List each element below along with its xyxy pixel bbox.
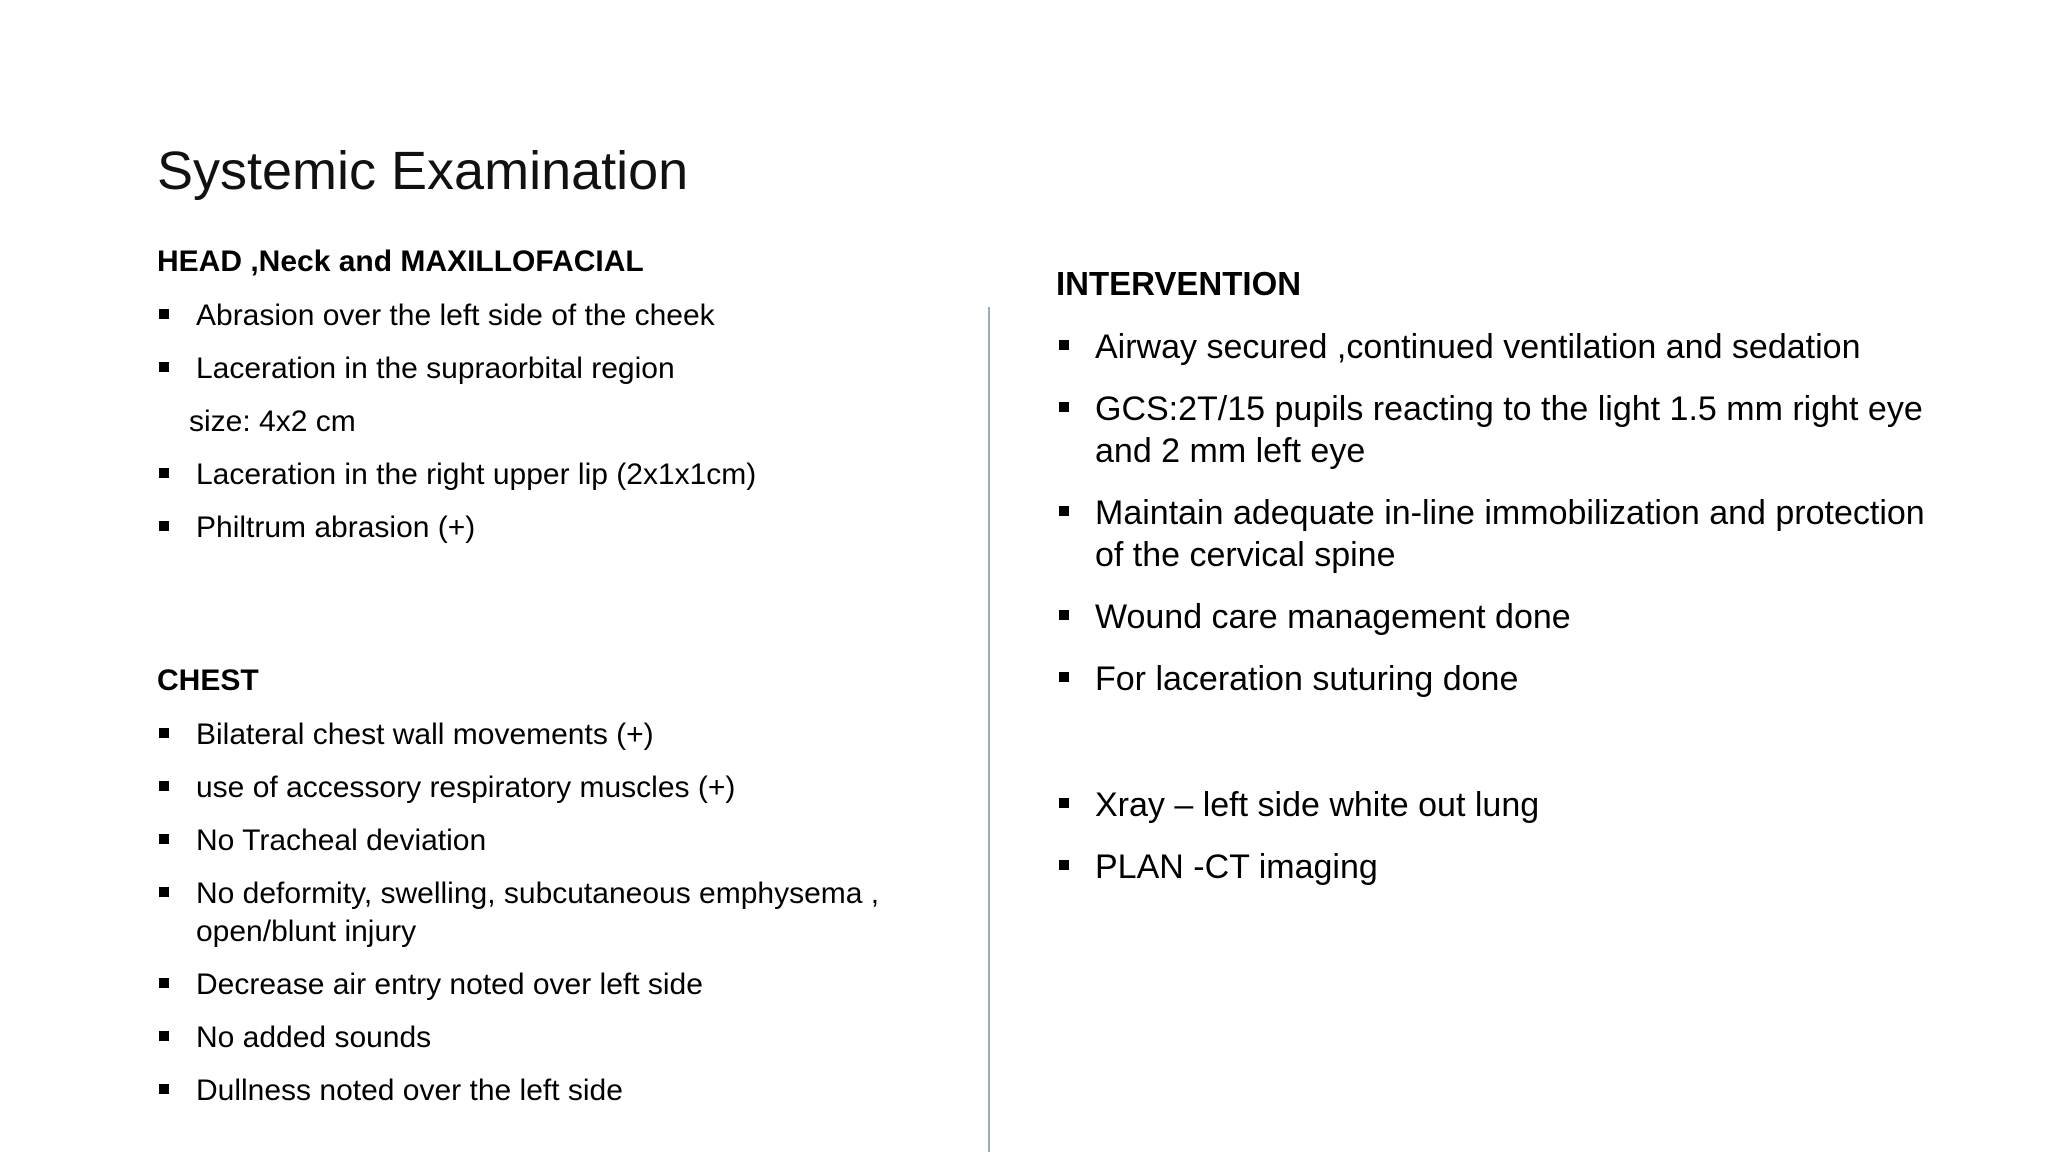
- list-item: [1056, 492, 1956, 576]
- square-bullet-icon: [1059, 672, 1069, 682]
- square-bullet-icon: [1059, 340, 1069, 350]
- intervention-list: [1056, 326, 1956, 700]
- square-bullet-icon: [159, 468, 169, 478]
- square-bullet-icon: [159, 1031, 169, 1041]
- list-item-text: GCS:2T/15 pupils reacting to the light 1.5 mm right eye and 2 mm left eye: [1095, 390, 1923, 470]
- square-bullet-icon: [159, 834, 169, 844]
- square-bullet-icon: [1059, 860, 1069, 870]
- list-item: [157, 1072, 977, 1110]
- list-item: [157, 456, 977, 494]
- square-bullet-icon: [159, 362, 169, 372]
- list-item-text: PLAN -CT imaging: [1095, 848, 1378, 886]
- list-item: [157, 1019, 977, 1057]
- list-item-text: use of accessory respiratory muscles (+): [196, 771, 736, 804]
- square-bullet-icon: [1059, 402, 1069, 412]
- head-neck-list-continued: [157, 456, 977, 547]
- section-heading-head-neck: HEAD ,Neck and MAXILLOFACIAL: [157, 245, 644, 278]
- list-item: [1056, 388, 1956, 472]
- list-item-text: Philtrum abrasion (+): [196, 511, 476, 544]
- column-divider: [988, 307, 990, 1152]
- square-bullet-icon: [159, 309, 169, 319]
- list-item: [157, 966, 977, 1004]
- section-heading-chest: CHEST: [157, 664, 259, 697]
- list-item-text: Laceration in the supraorbital region: [196, 352, 675, 385]
- list-item-text: Decrease air entry noted over left side: [196, 968, 703, 1001]
- slide-title: Systemic Examination: [157, 141, 689, 201]
- list-item: [1056, 784, 1956, 826]
- list-item: [157, 716, 977, 754]
- list-item-text: Bilateral chest wall movements (+): [196, 718, 654, 751]
- list-item: [1056, 846, 1956, 888]
- list-item-text: No Tracheal deviation: [196, 824, 487, 857]
- section-spacer: [157, 547, 977, 661]
- list-item-text: Laceration in the right upper lip (2x1x1cm): [196, 458, 757, 491]
- square-bullet-icon: [159, 781, 169, 791]
- list-item: [157, 350, 977, 388]
- size-note: size: 4x2 cm: [189, 405, 356, 438]
- chest-list: [157, 716, 977, 1110]
- list-item: [157, 822, 977, 860]
- list-item: [157, 769, 977, 807]
- list-item: [157, 509, 977, 547]
- list-item-text: No deformity, swelling, subcutaneous emphysema , open/blunt injury: [196, 877, 880, 948]
- list-item-text: Dullness noted over the left side: [196, 1074, 623, 1107]
- square-bullet-icon: [159, 1084, 169, 1094]
- section-spacer: [1056, 700, 1956, 764]
- list-item-text: For laceration suturing done: [1095, 660, 1519, 698]
- square-bullet-icon: [159, 521, 169, 531]
- list-item-text: Abrasion over the left side of the cheek: [196, 299, 715, 332]
- list-item: [157, 875, 977, 951]
- imaging-list: [1056, 784, 1956, 888]
- square-bullet-icon: [1059, 506, 1069, 516]
- list-item: [1056, 658, 1956, 700]
- list-item-text: Maintain adequate in-line immobilization and protection of the cervical spine: [1095, 494, 1925, 574]
- list-item: [1056, 596, 1956, 638]
- list-item-text: Xray – left side white out lung: [1095, 786, 1540, 824]
- list-item: [1056, 326, 1956, 368]
- left-column: [157, 242, 977, 1110]
- square-bullet-icon: [1059, 610, 1069, 620]
- square-bullet-icon: [159, 978, 169, 988]
- right-column: [1056, 262, 1956, 888]
- section-heading-intervention: INTERVENTION: [1056, 265, 1302, 302]
- square-bullet-icon: [159, 887, 169, 897]
- list-item-text: Wound care management done: [1095, 598, 1571, 636]
- list-item: [157, 297, 977, 335]
- head-neck-list: [157, 297, 977, 388]
- square-bullet-icon: [159, 728, 169, 738]
- list-item-text: Airway secured ,continued ventilation and sedation: [1095, 328, 1861, 366]
- square-bullet-icon: [1059, 798, 1069, 808]
- list-item-text: No added sounds: [196, 1021, 432, 1054]
